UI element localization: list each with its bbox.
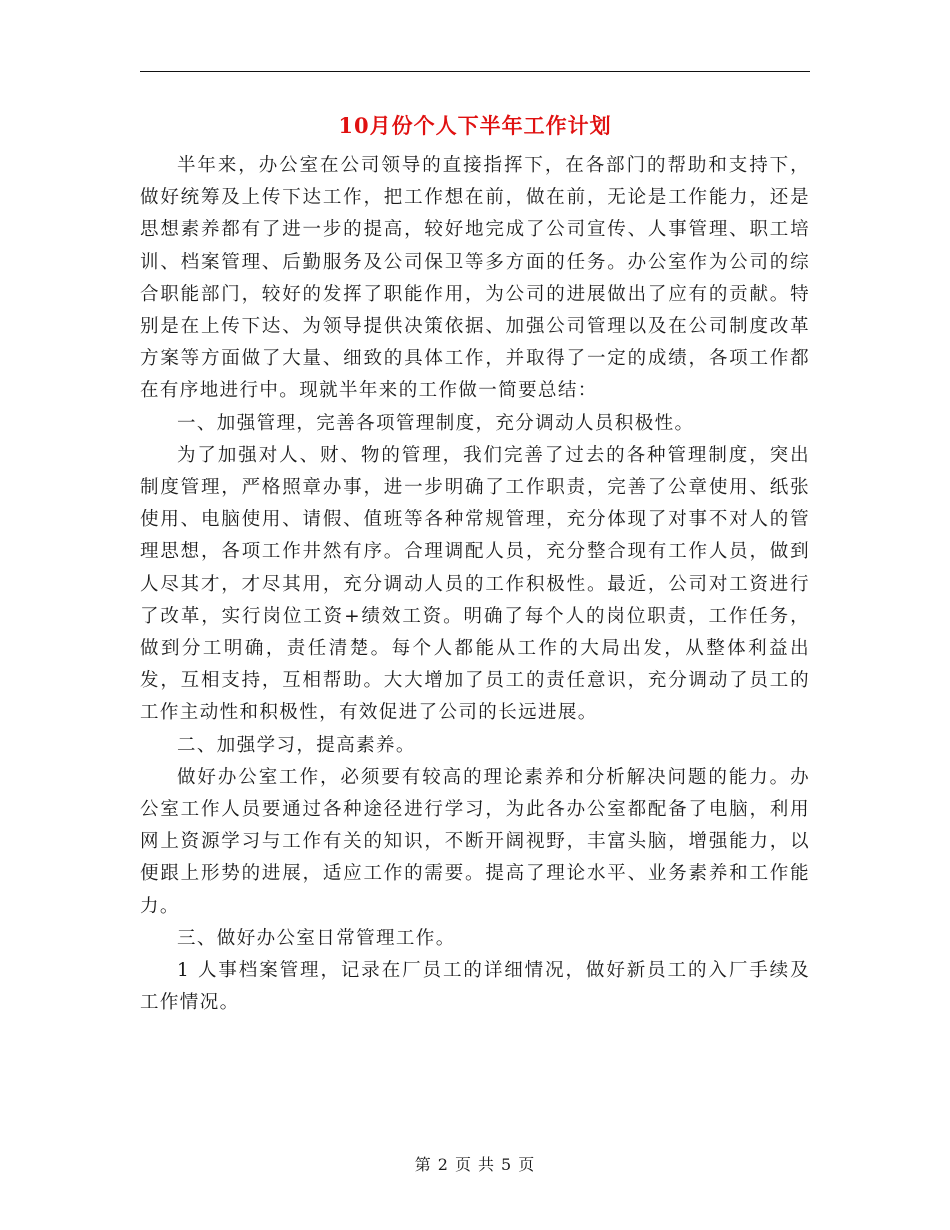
paragraph-section-1: 为了加强对人、财、物的管理，我们完善了过去的各种管理制度，突出制度管理，严格照章办事，进一步明确了工作职责，完善了公章使用、纸张使用、电脑使用、请假、值班等各种常规管理，充分体现了对事不对人的管理思想，各项工作井然有序。合理调配人员，充分整合现有工作人员，做到人尽其才，才尽其用，充分调动人员的工作积极性。最近，公司对工资进行了改革，实行岗位工资+绩效工资。明确了每个人的岗位职责，工作任务，做到分工明确，责任清楚。每个人都能从工作的大局出发，从整体利益出发，互相支持，互相帮助。大大增加了员工的责任意识，充分调动了员工的工作主动性和积极性，有效促进了公司的长远进展。 bbox=[140, 444, 810, 724]
paragraph-intro: 半年来，办公室在公司领导的直接指挥下，在各部门的帮助和支持下，做好统筹及上传下达工作，把工作想在前，做在前，无论是工作能力，还是思想素养都有了进一步的提高，较好地完成了公司宣传、人事管理、职工培训、档案管理、后勤服务及公司保卫等多方面的任务。办公室作为公司的综合职能部门，较好的发挥了职能作用，为公司的进展做出了应有的贡献。特别是在上传下达、为领导提供决策依据、加强公司管理以及在公司制度改革方案等方面做了大量、细致的具体工作，并取得了一定的成绩，各项工作都在有序地进行中。现就半年来的工作做一简要总结： bbox=[140, 155, 810, 402]
paragraph-section-3-item-1: 1 人事档案管理，记录在厂员工的详细情况，做好新员工的入厂手续及工作情况。 bbox=[140, 960, 810, 1014]
heading-section-1: 一、加强管理，完善各项管理制度，充分调动人员积极性。 bbox=[177, 412, 695, 434]
footer-mid: 页 共 bbox=[454, 1155, 496, 1174]
footer-suffix: 页 bbox=[518, 1155, 536, 1174]
document-body bbox=[140, 150, 810, 1019]
heading-section-3: 三、做好办公室日常管理工作。 bbox=[177, 927, 456, 949]
heading-section-2: 二、加强学习，提高素养。 bbox=[177, 734, 416, 756]
footer-prefix: 第 bbox=[414, 1155, 432, 1174]
header-rule bbox=[140, 71, 810, 72]
document-title: 10月份个人下半年工作计划 bbox=[338, 113, 612, 138]
footer-total-pages: 5 bbox=[501, 1155, 513, 1174]
footer-page-number: 2 bbox=[437, 1155, 449, 1174]
paragraph-section-2: 做好办公室工作，必须要有较高的理论素养和分析解决问题的能力。办公室工作人员要通过各种途径进行学习，为此各办公室都配备了电脑，利用网上资源学习与工作有关的知识，不断开阔视野，丰富头脑，增强能力，以便跟上形势的进展，适应工作的需要。提高了理论水平、业务素养和工作能力。 bbox=[140, 766, 810, 917]
page-footer bbox=[0, 1153, 950, 1177]
